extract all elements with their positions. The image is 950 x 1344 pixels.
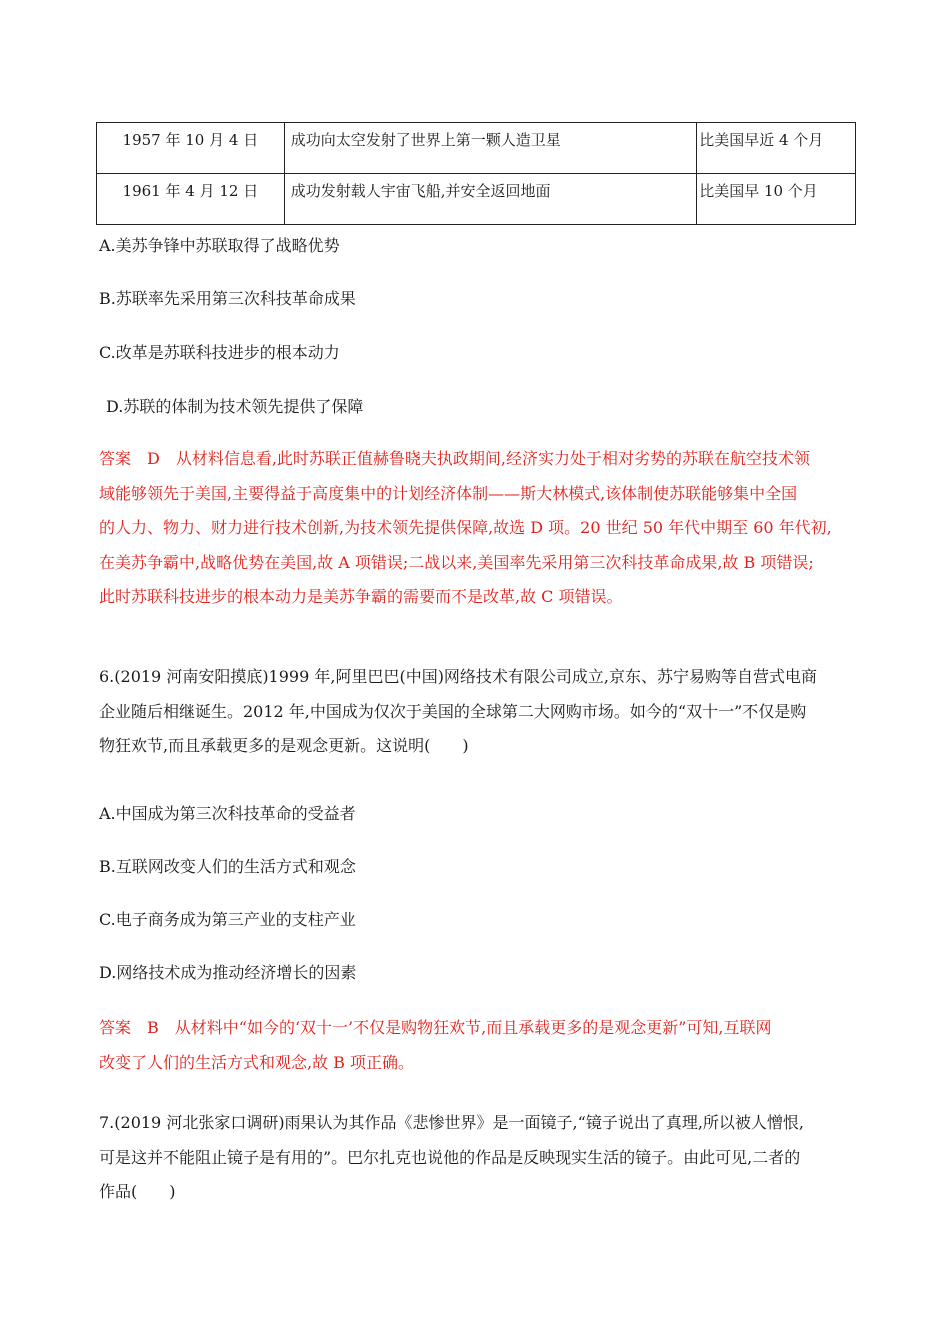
question-line: 作品( ) bbox=[99, 1182, 176, 1201]
q7-stem bbox=[99, 1106, 849, 1210]
question-line: 物狂欢节,而且承载更多的是观念更新。这说明( ) bbox=[99, 736, 469, 755]
table-cell-date: 1957 年 10 月 4 日 bbox=[97, 123, 285, 174]
question-line: 6.(2019 河南安阳摸底)1999 年,阿里巴巴(中国)网络技术有限公司成立,京东、苏宁易购等自营式电商 bbox=[99, 667, 818, 686]
table-row bbox=[97, 174, 856, 225]
q5-answer bbox=[99, 442, 849, 615]
answer-line: 答案 B 从材料中“如今的‘双十一’不仅是购物狂欢节,而且承载更多的是观念更新”可知,互联网 bbox=[99, 1018, 772, 1037]
q6-option-a: A.中国成为第三次科技革命的受益者 bbox=[99, 804, 356, 823]
table-cell-event: 成功向太空发射了世界上第一颗人造卫星 bbox=[284, 123, 696, 174]
space-achievement-table bbox=[96, 122, 856, 225]
table-cell-date: 1961 年 4 月 12 日 bbox=[97, 174, 285, 225]
q6-stem bbox=[99, 660, 849, 764]
question-line: 7.(2019 河北张家口调研)雨果认为其作品《悲惨世界》是一面镜子,“镜子说出了真理,所以被人憎恨, bbox=[99, 1113, 804, 1132]
q5-option-c: C.改革是苏联科技进步的根本动力 bbox=[99, 343, 340, 362]
question-line: 可是这并不能阻止镜子是有用的”。巴尔扎克也说他的作品是反映现实生活的镜子。由此可见,二者的 bbox=[99, 1147, 801, 1167]
q5-option-b: B.苏联率先采用第三次科技革命成果 bbox=[99, 289, 356, 308]
answer-line: 的人力、物力、财力进行技术创新,为技术领先提供保障,故选 D 项。20 世纪 50 年代中期至 60 年代初, bbox=[99, 518, 832, 537]
table-cell-compare: 比美国早 10 个月 bbox=[697, 174, 856, 225]
q6-option-c: C.电子商务成为第三产业的支柱产业 bbox=[99, 910, 356, 929]
question-line: 企业随后相继诞生。2012 年,中国成为仅次于美国的全球第二大网购市场。如今的“双十一”不仅是购 bbox=[99, 701, 807, 721]
answer-line: 在美苏争霸中,战略优势在美国,故 A 项错误;二战以来,美国率先采用第三次科技革命成果,故 B 项错误; bbox=[99, 552, 814, 572]
q6-option-b: B.互联网改变人们的生活方式和观念 bbox=[99, 857, 356, 876]
q5-option-d: D.苏联的体制为技术领先提供了保障 bbox=[106, 397, 364, 416]
table-cell-compare: 比美国早近 4 个月 bbox=[697, 123, 856, 174]
table-row bbox=[97, 123, 856, 174]
q5-option-a: A.美苏争锋中苏联取得了战略优势 bbox=[99, 236, 340, 255]
answer-line: 域能够领先于美国,主要得益于高度集中的计划经济体制——斯大林模式,该体制使苏联能够集中全国 bbox=[99, 483, 798, 503]
answer-line: 答案 D 从材料信息看,此时苏联正值赫鲁晓夫执政期间,经济实力处于相对劣势的苏联在航空技术领 bbox=[99, 449, 811, 468]
answer-line: 此时苏联科技进步的根本动力是美苏争霸的需要而不是改革,故 C 项错误。 bbox=[99, 587, 623, 606]
q6-answer bbox=[99, 1011, 849, 1080]
q6-option-d: D.网络技术成为推动经济增长的因素 bbox=[99, 963, 357, 982]
answer-line: 改变了人们的生活方式和观念,故 B 项正确。 bbox=[99, 1052, 415, 1072]
table-cell-event: 成功发射载人宇宙飞船,并安全返回地面 bbox=[284, 174, 696, 225]
